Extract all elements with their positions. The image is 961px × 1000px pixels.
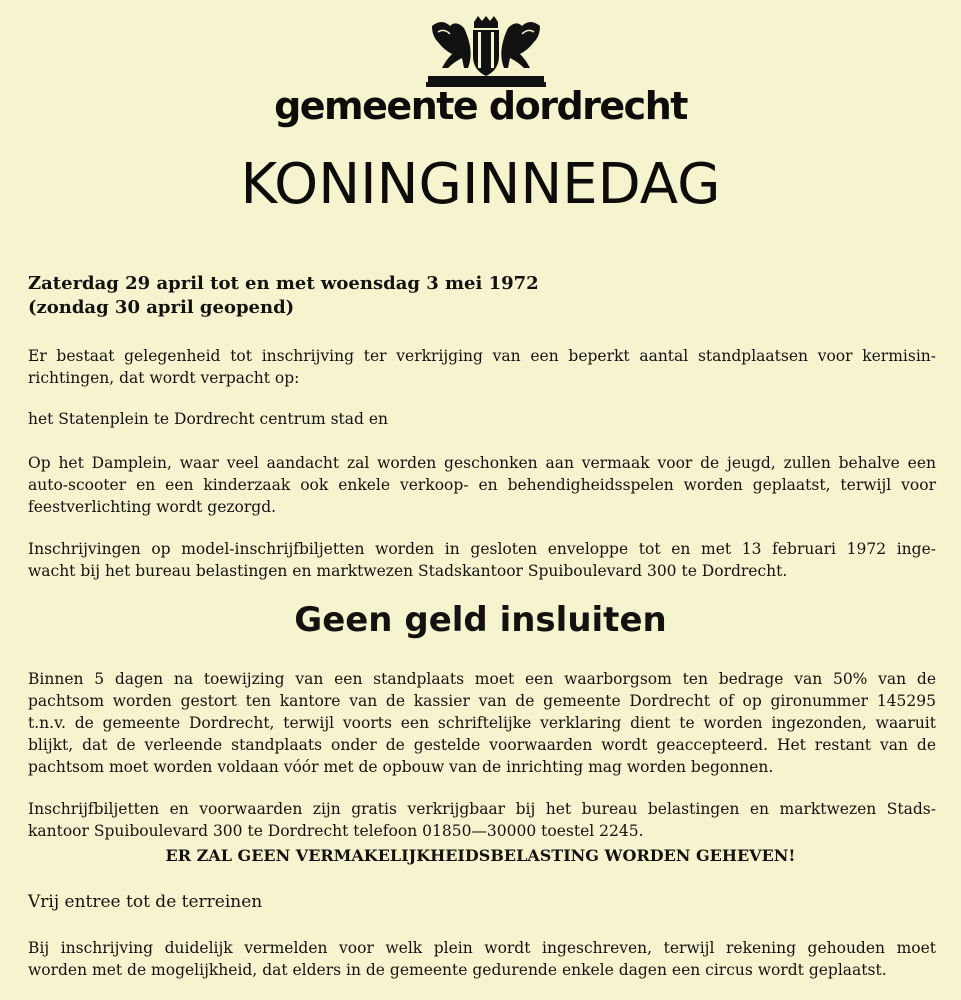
text-line: richtingen, dat wordt verpacht op: xyxy=(28,369,300,387)
text-line: wacht bij het bureau belastingen en marktwezen Stadskantoor Spuiboulevard 300 te Dordrecht. xyxy=(28,562,788,580)
text-line: Bij inschrijving duidelijk vermelden voor welk plein wordt ingeschreven, terwijl rekening gehouden moet xyxy=(28,939,936,957)
text-line: Binnen 5 dagen na toewijzing van een standplaats moet een waarborgsom ten bedrage van 50% van de xyxy=(28,670,936,688)
tax-notice: ER ZAL GEEN VERMAKELIJKHEIDSBELASTING WORDEN GEHEVEN! xyxy=(165,846,796,865)
no-money-headline: Geen geld insluiten xyxy=(294,600,667,640)
text-line: pachtsom moet worden voldaan vóór met de opbouw van de inrichting mag worden begonnen. xyxy=(28,758,774,776)
municipality-name: gemeente dordrecht xyxy=(274,84,687,128)
intro-paragraph xyxy=(28,345,936,389)
deposit-paragraph xyxy=(28,668,936,778)
dordrecht-coat-of-arms-icon xyxy=(424,16,548,88)
text-line: auto-scooter en een kinderzaak ook enkele verkoop- en behendigheidsspelen worden geplaatst, terwijl voor xyxy=(28,476,936,494)
text-line: pachtsom worden gestort ten kantore van de kassier van de gemeente Dordrecht of op gironummer 145295 xyxy=(28,692,936,710)
location-paragraph xyxy=(28,408,936,430)
text-line: blijkt, dat de verleende standplaats onder de gestelde voorwaarden wordt geaccepteerd. Het restant van de xyxy=(28,736,936,754)
text-line: worden met de mogelijkheid, dat elders in de gemeente gedurende enkele dagen een circus wordt geplaatst. xyxy=(28,961,887,979)
closing-paragraph xyxy=(28,937,936,981)
text-line: Inschrijfbiljetten en voorwaarden zijn gratis verkrijgbaar bij het bureau belastingen en marktwezen Stads- xyxy=(28,800,936,818)
forms-paragraph xyxy=(28,798,936,842)
text-line: t.n.v. de gemeente Dordrecht, terwijl voorts een schriftelijke verklaring dient te worden ingezonden, waaruit xyxy=(28,714,936,732)
event-dates-note: (zondag 30 april geopend) xyxy=(28,297,295,318)
text-line: Er bestaat gelegenheid tot inschrijving ter verkrijging van een beperkt aantal standplaatsen voor kermisin- xyxy=(28,347,936,365)
free-entry-heading: Vrij entree tot de terreinen xyxy=(28,892,263,912)
text-line: Op het Damplein, waar veel aandacht zal worden geschonken aan vermaak voor de jeugd, zullen behalve een xyxy=(28,454,936,472)
event-dates-line: Zaterdag 29 april tot en met woensdag 3 mei 1972 xyxy=(28,273,539,294)
text-line: feestverlichting wordt gezorgd. xyxy=(28,498,277,516)
text-line: het Statenplein te Dordrecht centrum stad en xyxy=(28,410,389,428)
event-dates xyxy=(28,272,928,320)
registration-paragraph xyxy=(28,538,936,582)
poster-title: KONINGINNEDAG xyxy=(240,152,721,217)
text-line: Inschrijvingen op model-inschrijfbiljetten worden in gesloten enveloppe tot en met 13 februari 1972 inge- xyxy=(28,540,936,558)
text-line: kantoor Spuiboulevard 300 te Dordrecht telefoon 01850—30000 toestel 2245. xyxy=(28,822,644,840)
damplein-paragraph xyxy=(28,452,936,518)
